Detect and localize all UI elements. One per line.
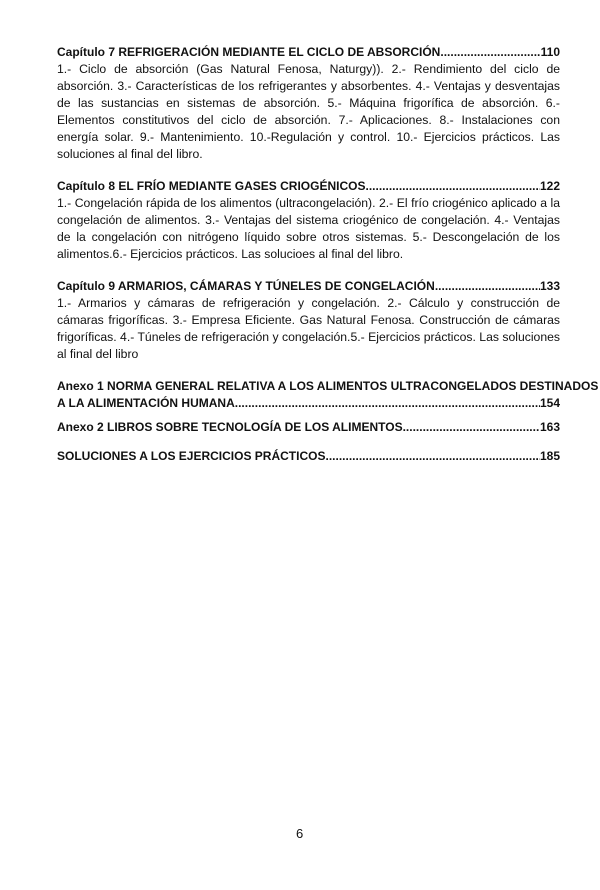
annex-title-line1: Anexo 1 NORMA GENERAL RELATIVA A LOS ALIMENTOS ULTRACONGELADOS DESTINADOS [57, 379, 599, 393]
toc-heading [57, 448, 560, 465]
toc-heading [57, 44, 560, 61]
leader-dots [435, 278, 540, 295]
page-ref: 154 [539, 396, 560, 410]
annex-title: Anexo 2 LIBROS SOBRE TECNOLOGÍA DE LOS ALIMENTOS [57, 420, 403, 434]
toc-heading [57, 419, 560, 436]
table-of-contents [57, 44, 599, 472]
leader-dots [440, 44, 540, 61]
page-ref: 185 [539, 449, 560, 463]
toc-heading [57, 278, 560, 295]
page-ref: 163 [539, 420, 560, 434]
leader-dots [365, 178, 539, 195]
toc-entry-chapter-9 [57, 278, 560, 363]
chapter-summary: 1.- Ciclo de absorción (Gas Natural Fenosa, Naturgy)). 2.- Rendimiento del ciclo de absorción. 3.- Características de los refrigerantes y absorbentes. 4.- Ventajas y desventajas de las sustancias en sistemas de absorción. 5.- Máquina frigorífica de absorción. 6.- Elementos constitutivos del ciclo de absorción. 7.- Aplicaciones. 8.- Instalaciones con energía solar. 9.- Mantenimiento. 10.-Regulación y control. 10.- Ejercicios prácticos. Las soluciones al final del libro. [57, 62, 560, 161]
chapter-title: Capítulo 8 EL FRÍO MEDIANTE GASES CRIOGÉNICOS [57, 179, 366, 193]
chapter-title: Capítulo 7 REFRIGERACIÓN MEDIANTE EL CICLO DE ABSORCIÓN [57, 45, 441, 59]
page-ref: 110 [540, 45, 560, 59]
annex-title: A LA ALIMENTACIÓN HUMANA [57, 396, 235, 410]
page-number: 6 [296, 826, 304, 841]
toc-heading [57, 178, 560, 195]
toc-entry-annex-2 [57, 419, 560, 436]
leader-dots [325, 448, 539, 465]
solutions-title: SOLUCIONES A LOS EJERCICIOS PRÁCTICOS [57, 449, 326, 463]
page-ref: 122 [539, 179, 560, 193]
leader-dots [235, 395, 540, 412]
toc-entry-annex-1 [57, 378, 599, 412]
page-ref: 133 [539, 279, 560, 293]
leader-dots [403, 419, 540, 436]
chapter-summary: 1.- Congelación rápida de los alimentos (ultracongelación). 2.- El frío criogénico aplicado a la congelación de alimentos. 3.- Ventajas del sistema criogénico de congelación. 4.- Ventajas de la congelación con nitrógeno líquido sobre otros sistemas. 5.- Descongelación de los alimentos.6.- Ejercicios prácticos. Las solucioes al final del libro. [57, 196, 560, 261]
toc-entry-solutions [57, 448, 560, 465]
toc-entry-chapter-8 [57, 178, 560, 263]
toc-heading [57, 395, 560, 412]
toc-entry-chapter-7 [57, 44, 560, 163]
chapter-title: Capítulo 9 ARMARIOS, CÁMARAS Y TÚNELES DE CONGELACIÓN [57, 279, 435, 293]
chapter-summary: 1.- Armarios y cámaras de refrigeración y congelación. 2.- Cálculo y construcción de cámaras frigoríficas. 3.- Empresa Eficiente. Gas Natural Fenosa. Construcción de cámaras frigoríficas. 4.- Túneles de refrigeración y congelación.5.- Ejercicios prácticos. Las soluciones al final del libro [57, 296, 560, 361]
